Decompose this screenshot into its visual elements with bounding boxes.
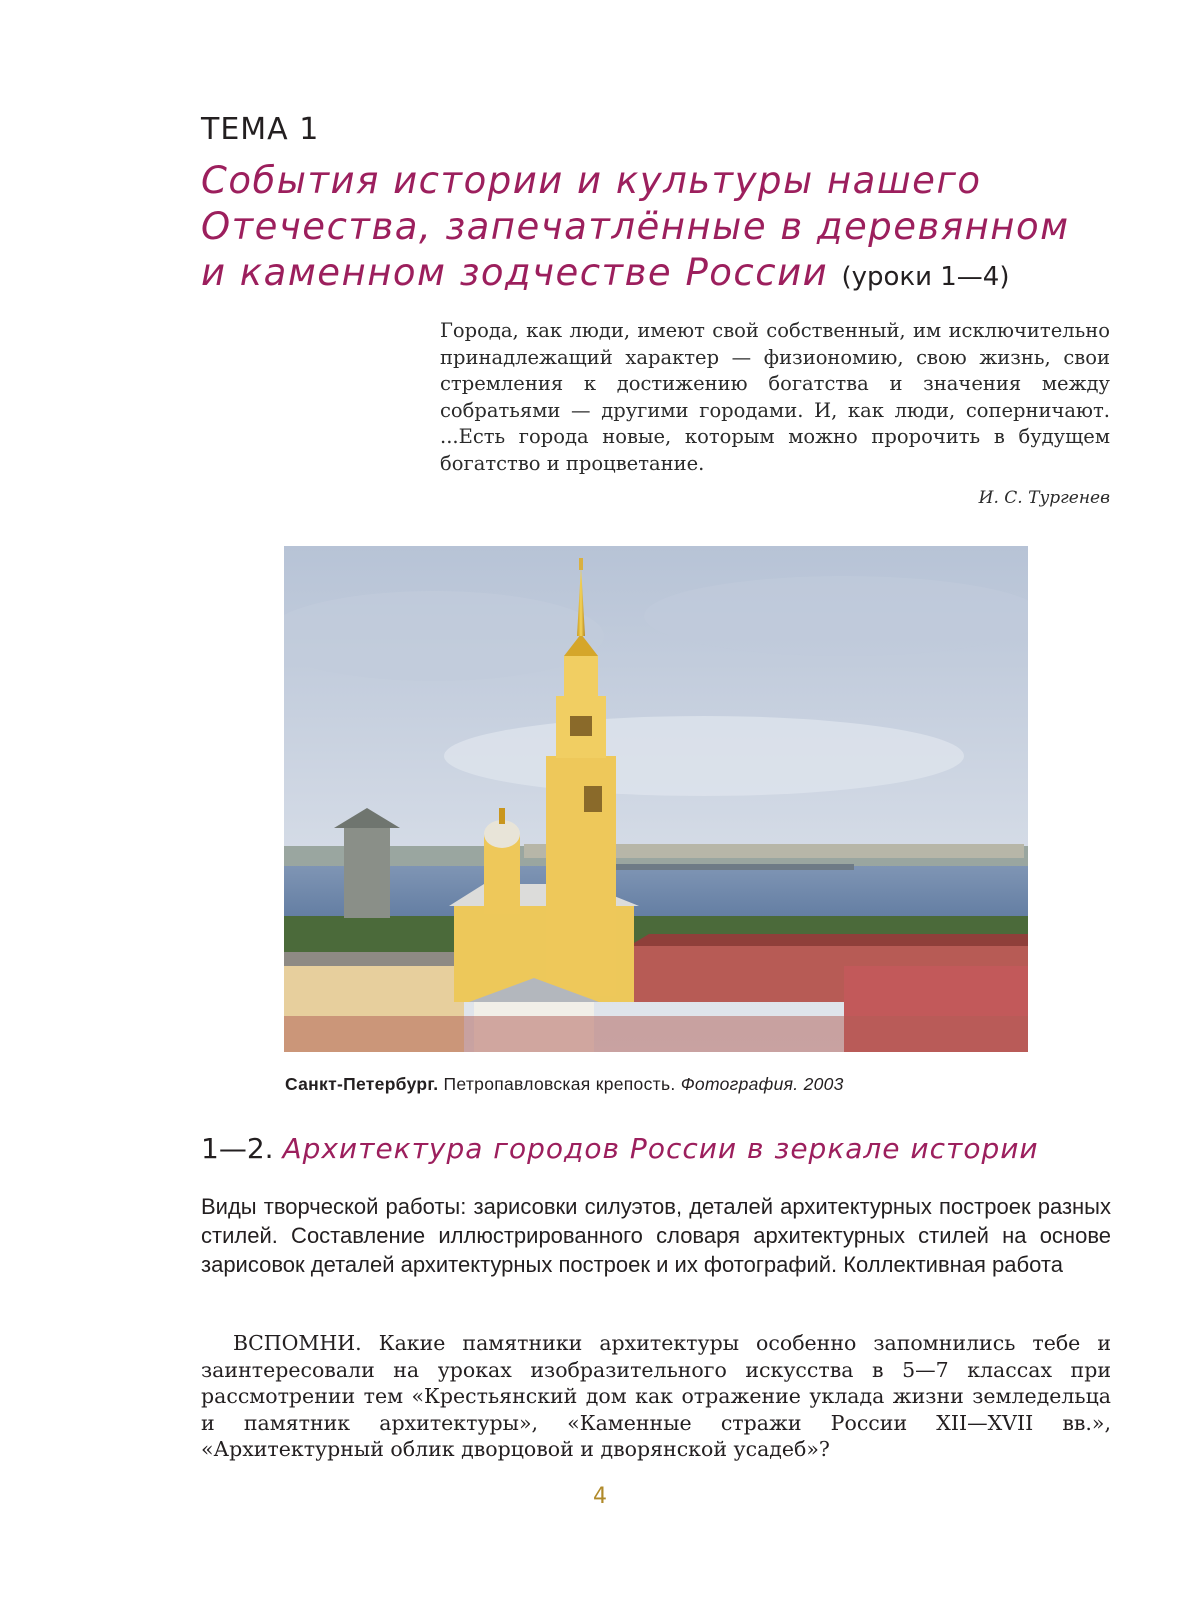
topic-title bbox=[201, 158, 1101, 300]
section-heading bbox=[201, 1132, 1039, 1165]
work-types-paragraph: Виды творческой работы: зарисовки силуэтов, деталей архитектурных построек разных стилей. Составление иллюстрированного словаря архитектурных стилей на основе зарисовок деталей архитектурных построек и их фотографий. Коллективная работа bbox=[201, 1194, 1111, 1277]
remember-paragraph: ВСПОМНИ. Какие памятники архитектуры особенно запомнились тебе и заинтересовали на уроках изобразительного искусства в 5—7 классах при рассмотрении тем «Крестьянский дом как отражение уклада жизни земледельца и памятник архитектуры», «Каменные стражи России XII—XVII вв.», «Архитектурный облик дворцовой и дворянской усадеб»? bbox=[201, 1331, 1111, 1461]
page-number: 4 bbox=[593, 1484, 607, 1509]
topic-title-text: События истории и культуры нашего Отечества, запечатлённые в деревянном и каменном зодчестве России bbox=[201, 159, 1070, 294]
section-number: 1—2. bbox=[201, 1132, 274, 1165]
section-title: Архитектура городов России в зеркале истории bbox=[282, 1132, 1039, 1165]
photo-peter-and-paul-fortress bbox=[284, 546, 1028, 1052]
photo-caption bbox=[285, 1074, 844, 1095]
caption-type: Фотография. 2003 bbox=[680, 1074, 844, 1094]
topic-label: ТЕМА 1 bbox=[201, 112, 320, 147]
photo-illustration bbox=[284, 546, 1028, 1052]
caption-city: Санкт-Петербург. bbox=[285, 1074, 439, 1094]
epigraph-author: И. С. Тургенев bbox=[978, 488, 1110, 508]
epigraph-text: Города, как люди, имеют свой собственный, им исключительно принадлежащий характер — физиономию, свою жизнь, свои стремления к достижению богатства и значения между собратьями — другими городами. И, как люди, соперничают. ...Есть города новые, которым можно пророчить в будущем богатство и процветание. bbox=[440, 319, 1110, 475]
topic-lessons: (уроки 1—4) bbox=[841, 262, 1010, 292]
caption-description: Петропавловская крепость. bbox=[443, 1074, 676, 1094]
